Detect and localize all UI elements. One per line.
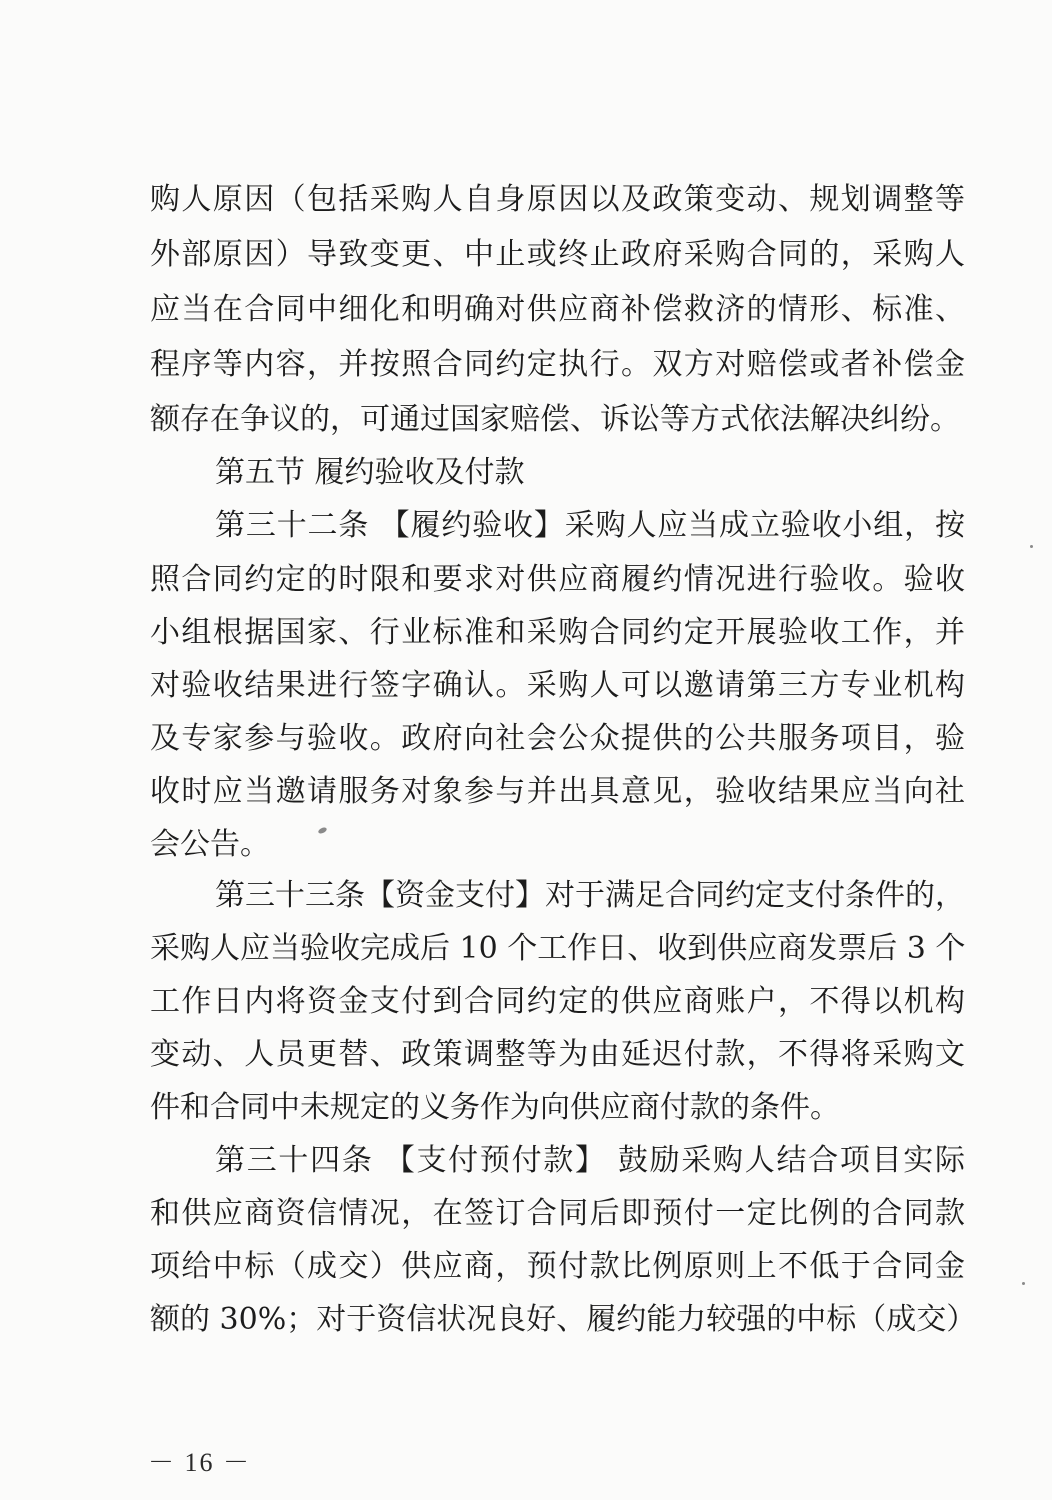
article-34-line: 项给中标（成交）供应商，预付款比例原则上不低于合同金 [150,1249,965,1284]
text-line: 外部原因）导致变更、中止或终止政府采购合同的，采购人 [150,237,965,272]
article-32-line: 会公告。 [150,827,270,862]
page-number: － 16 － [148,1448,252,1477]
article-34-line: 额的 30%；对于资信状况良好、履约能力较强的中标（成交） [150,1302,977,1337]
article-32-line: 小组根据国家、行业标准和采购合同约定开展验收工作，并 [150,615,965,650]
article-33-line: 件和合同中未规定的义务作为向供应商付款的条件。 [150,1090,840,1125]
text-line: 程序等内容，并按照合同约定执行。双方对赔偿或者补偿金 [150,347,965,382]
text-line: 应当在合同中细化和明确对供应商补偿救济的情形、标准、 [150,292,965,327]
article-32-line: 收时应当邀请服务对象参与并出具意见，验收结果应当向社 [150,774,965,809]
section-heading: 第五节 履约验收及付款 [215,455,525,490]
scan-speck [1022,1282,1025,1285]
article-32-line: 照合同约定的时限和要求对供应商履约情况进行验收。验收 [150,562,965,597]
text-line: 额存在争议的，可通过国家赔偿、诉讼等方式依法解决纠纷。 [150,402,960,437]
article-33-line: 第三十三条【资金支付】对于满足合同约定支付条件的， [215,878,965,913]
scan-speck [1030,545,1033,548]
article-32-line: 第三十二条 【履约验收】采购人应当成立验收小组，按 [215,508,965,543]
article-33-line: 工作日内将资金支付到合同约定的供应商账户，不得以机构 [150,984,965,1019]
article-32-line: 对验收结果进行签字确认。采购人可以邀请第三方专业机构 [150,668,965,703]
article-32-line: 及专家参与验收。政府向社会公众提供的公共服务项目，验 [150,721,965,756]
article-34-line: 第三十四条 【支付预付款】 鼓励采购人结合项目实际 [215,1143,965,1178]
article-33-line: 变动、人员更替、政策调整等为由延迟付款，不得将采购文 [150,1037,965,1072]
article-34-line: 和供应商资信情况，在签订合同后即预付一定比例的合同款 [150,1196,965,1231]
text-line: 购人原因（包括采购人自身原因以及政策变动、规划调整等 [150,182,965,217]
article-33-line: 采购人应当验收完成后 10 个工作日、收到供应商发票后 3 个 [150,931,966,966]
